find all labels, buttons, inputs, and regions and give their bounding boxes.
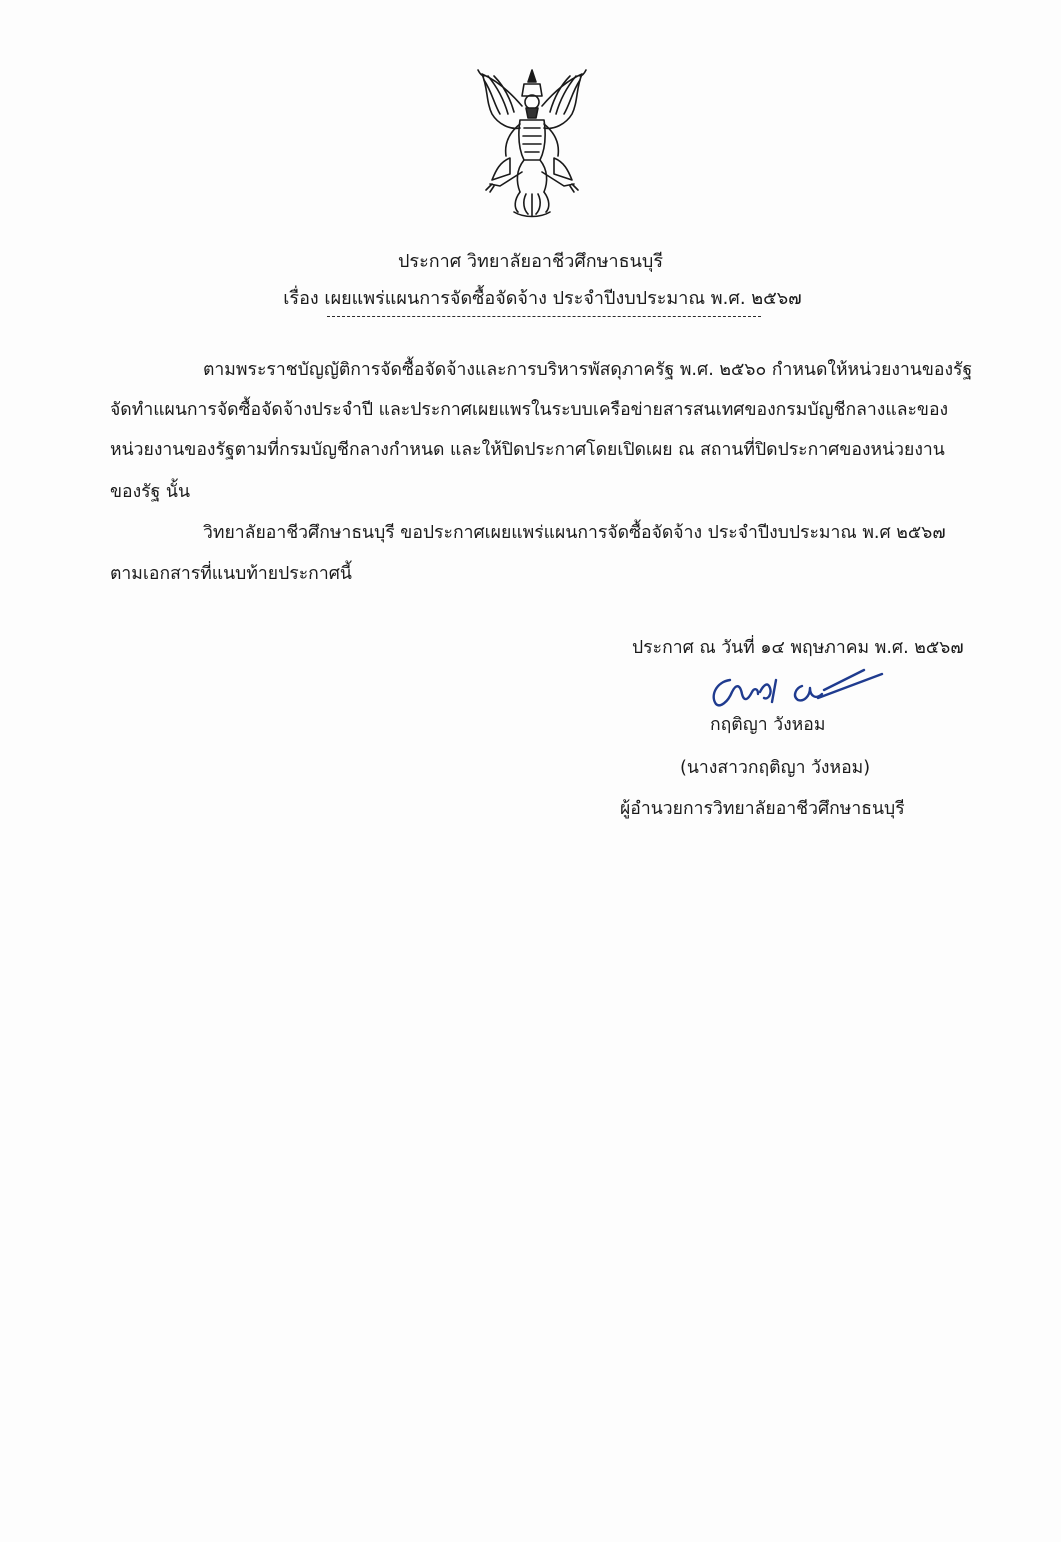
announcement-title: ประกาศ วิทยาลัยอาชีวศึกษาธนบุรี	[397, 251, 664, 272]
signer-position: ผู้อำนวยการวิทยาลัยอาชีวศึกษาธนบุรี	[620, 799, 905, 819]
para2-line2: ตามเอกสารที่แนบท้ายประกาศนี้	[110, 564, 352, 584]
para1-line2: จัดทำแผนการจัดซื้อจัดจ้างประจำปี และประกาศเผยแพรในระบบเครือข่ายสารสนเทศของกรมบัญชีกลางและของ	[110, 400, 949, 420]
signer-name: กฤติญา วังหอม	[710, 715, 826, 735]
handwritten-signature-icon	[706, 662, 886, 710]
para1-line4: ของรัฐ นั้น	[110, 482, 190, 502]
para1-line3: หน่วยงานของรัฐตามที่กรมบัญชีกลางกำหนด และให้ปิดประกาศโดยเปิดเผย ณ สถานที่ปิดประกาศของหน่วยงาน	[110, 440, 945, 460]
announcement-subject: เรื่อง เผยแพร่แผนการจัดซื้อจัดจ้าง ประจำปีงบประมาณ พ.ศ. ๒๕๖๗	[283, 288, 802, 309]
para2-line1: วิทยาลัยอาชีวศึกษาธนบุรี ขอประกาศเผยแพร่แผนการจัดซื้อจัดจ้าง ประจำปีงบประมาณ พ.ศ ๒๕๖๗	[203, 523, 946, 543]
dashed-divider	[327, 316, 761, 317]
para1-line1: ตามพระราชบัญญัติการจัดซื้อจัดจ้างและการบริหารพัสดุภาครัฐ พ.ศ. ๒๕๖๐ กำหนดให้หน่วยงานของรัฐ	[203, 360, 973, 380]
garuda-emblem-icon	[470, 62, 594, 220]
announcement-date: ประกาศ ณ วันที่ ๑๔ พฤษภาคม พ.ศ. ๒๕๖๗	[632, 638, 964, 658]
signer-full-name: (นางสาวกฤติญา วังหอม)	[680, 758, 871, 778]
